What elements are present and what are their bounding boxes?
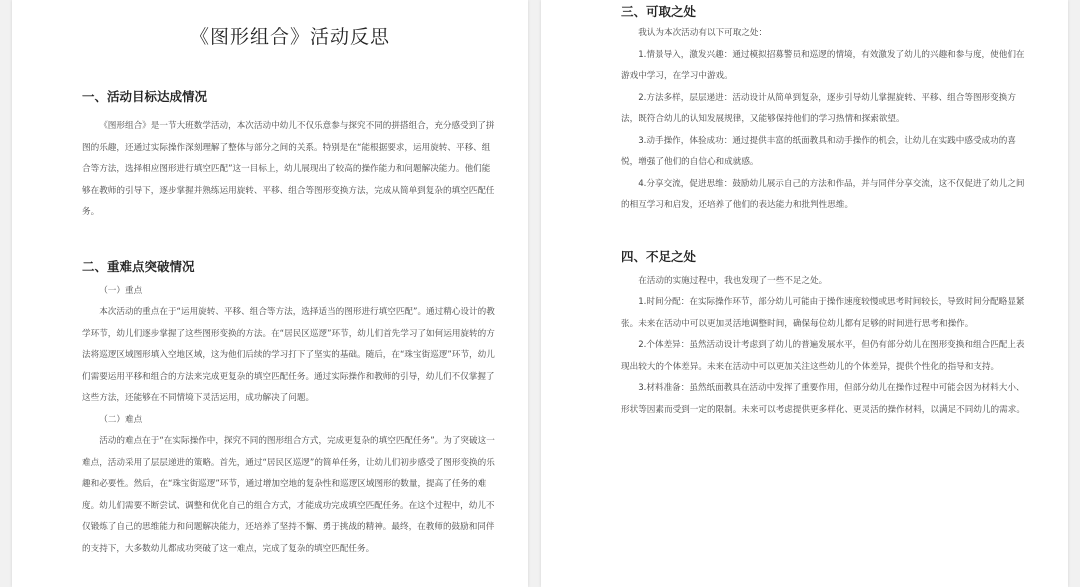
document-page-left [12, 0, 528, 587]
paragraph: 1.时间分配：在实际操作环节，部分幼儿可能由于操作速度较慢或思考时间较长，导致时间分配略显紧张。未来在活动中可以更加灵活地调整时间，确保每位幼儿都有足够的时间进行思考和操作。 [621, 297, 1025, 329]
section-heading-strengths: 三、可取之处 [621, 4, 697, 19]
section-heading-goals: 一、活动目标达成情况 [82, 89, 208, 104]
paragraph: 3.动手操作，体验成功：通过提供丰富的纸面教具和动手操作的机会，让幼儿在实践中感受成功的喜悦，增强了他们的自信心和成就感。 [621, 135, 1016, 167]
paragraph: 我认为本次活动有以下可取之处： [638, 28, 768, 38]
paragraph: 2.方法多样，层层递进：活动设计从简单到复杂，逐步引导幼儿掌握旋转、平移、组合等图形变换方法，既符合幼儿的认知发展规律，又能够保持他们的学习热情和探索欲望。 [621, 92, 1016, 124]
paragraph: 4.分享交流，促进思维：鼓励幼儿展示自己的方法和作品，并与同伴分享交流，这不仅促进了幼儿之间的相互学习和启发，还培养了他们的表达能力和批判性思维。 [621, 178, 1025, 210]
subsection-label-focus: （一）重点 [99, 285, 143, 296]
paragraph: 活动的难点在于“在实际操作中，探究不同的图形组合方式，完成更复杂的填空匹配任务”。为了突破这一难点，活动采用了层层递进的策略。首先，通过“居民区巡逻”的简单任务，让幼儿们初步感受了图形变换的乐趣和必要性。然后，在“珠宝街巡逻”环节，通过增加空地的复杂性和巡逻区域图形的数量，提高了任务的难度。幼儿们需要不断尝试、调整和优化自己的组合方式，才能成功完成填空匹配任务。在这个过程中，幼儿不仅锻炼了自己的思维能力和问题解决能力，还培养了坚持不懈、勇于挑战的精神。最终，在教师的鼓励和同伴的支持下，大多数幼儿都成功突破了这一难点，完成了复杂的填空匹配任务。 [82, 436, 495, 554]
paragraph: 《图形组合》是一节大班数学活动，本次活动中幼儿不仅乐意参与探究不同的拼搭组合，充分感受到了拼图的乐趣，还通过实际操作深刻理解了整体与部分之间的关系。特别是在“能根据要求，运用旋转、平移、组合等方法，选择相应图形进行填空匹配”这一目标上，幼儿展现出了较高的操作能力和问题解决能力。他们能够在教师的引导下，逐步掌握并熟练运用旋转、平移、组合等图形变换方法，完成从简单到复杂的填空匹配任务。 [82, 121, 495, 217]
paragraph: 2.个体差异：虽然活动设计考虑到了幼儿的普遍发展水平，但仍有部分幼儿在图形变换和组合匹配上表现出较大的个体差异。未来在活动中可以更加关注这些幼儿的个体差异，提供个性化的指导和支持。 [621, 340, 1025, 372]
subsection-label-difficulty: （二）难点 [99, 414, 143, 425]
document-title: 《图形组合》活动反思 [189, 26, 390, 48]
paragraph: 在活动的实施过程中，我也发现了一些不足之处。 [638, 275, 828, 286]
paragraph: 3.材料准备：虽然纸面教具在活动中发挥了重要作用，但部分幼儿在操作过程中可能会因为材料大小、形状等因素而受到一定的限制。未来可以考虑提供更多样化、更灵活的操作材料，以满足不同幼儿的需求。 [621, 383, 1025, 415]
section-heading-shortcomings: 四、不足之处 [621, 248, 697, 264]
section-heading-key-points: 二、重难点突破情况 [82, 258, 195, 274]
paragraph: 本次活动的重点在于“运用旋转、平移、组合等方法，选择适当的图形进行填空匹配”。通过精心设计的教学环节，幼儿们逐步掌握了这些图形变换的方法。在“居民区巡逻”环节，幼儿们首先学习了如何运用旋转的方法将巡逻区域图形填入空地区域，这为他们后续的学习打下了坚实的基础。随后，在“珠宝街巡逻”环节，幼儿们需要运用平移和组合的方法来完成更复杂的填空匹配任务。通过实际操作和教师的引导，幼儿们不仅掌握了这些方法，还能够在不同情境下灵活运用，成功解决了问题。 [82, 307, 495, 403]
paragraph: 1.情景导入，激发兴趣：通过模拟招募警员和巡逻的情境，有效激发了幼儿的兴趣和参与度，使他们在游戏中学习，在学习中游戏。 [621, 49, 1025, 81]
document-page-right [541, 0, 1068, 587]
